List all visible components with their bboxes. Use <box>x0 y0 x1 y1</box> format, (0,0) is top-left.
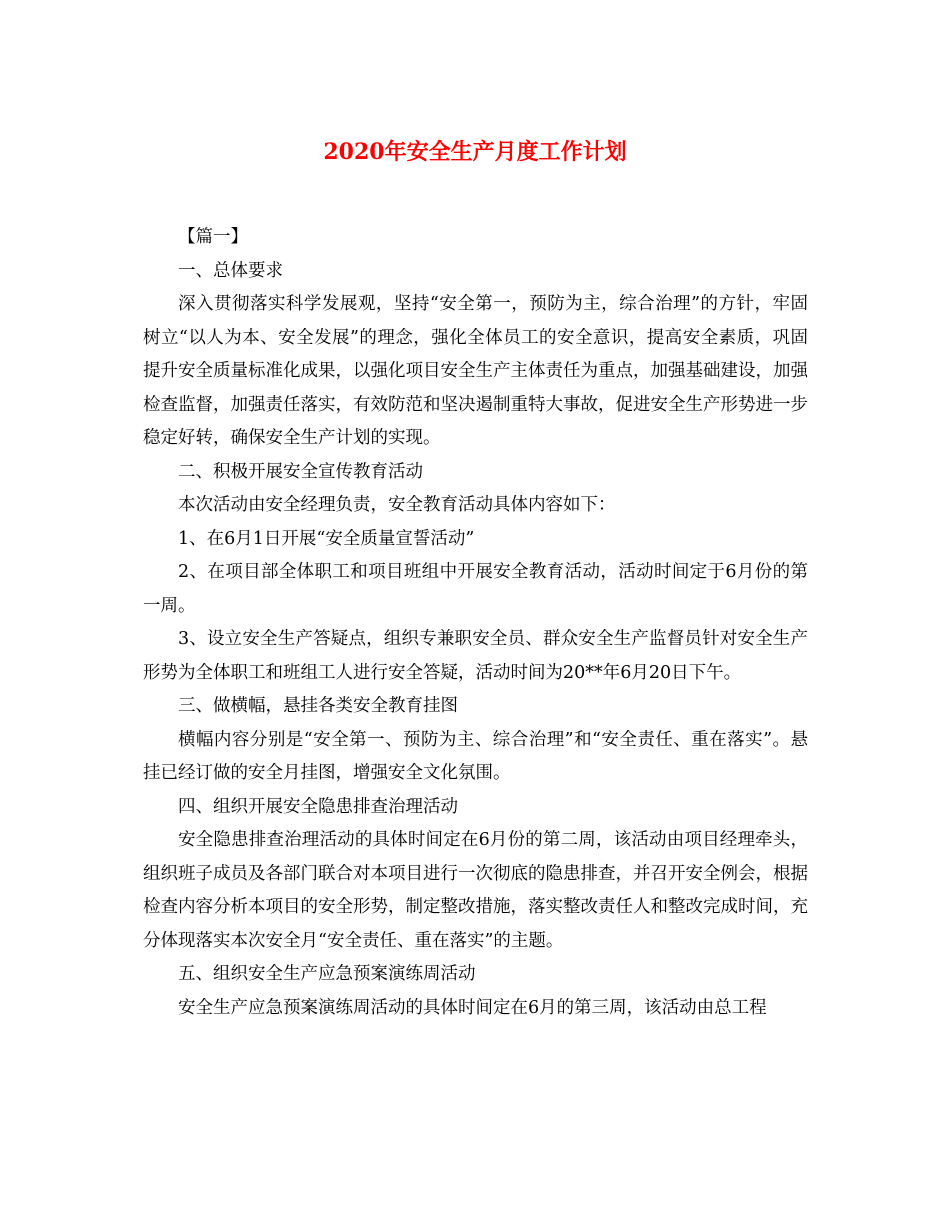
document-body <box>143 221 808 1025</box>
heading-safety-education: 二、积极开展安全宣传教育活动 <box>178 461 423 482</box>
heading-banners: 三、做横幅，悬挂各类安全教育挂图 <box>178 696 458 716</box>
paragraph-banners: 横幅内容分别是“安全第一、预防为主、综合治理”和“安全责任、重在落实”。悬挂已经订做的安全月挂图，增强安全文化氛围。 <box>143 729 808 783</box>
section-label-part-one: 【篇一】 <box>178 227 248 247</box>
list-item-2: 2、在项目部全体职工和项目班组中开展安全教育活动，活动时间定于6月份的第一周。 <box>143 562 808 616</box>
paragraph-general-requirements: 深入贯彻落实科学发展观，坚持“安全第一，预防为主，综合治理”的方针，牢固树立“以人为本、安全发展”的理念，强化全体员工的安全意识，提高安全素质，巩固提升安全质量标准化成果，以强化项目安全生产主体责任为重点，加强基础建设，加强检查监督，加强责任落实，有效防范和坚决遏制重特大事故，促进安全生产形势进一步稳定好转，确保安全生产计划的实现。 <box>143 294 808 448</box>
paragraph-emergency-drill: 安全生产应急预案演练周活动的具体时间定在6月的第三周，该活动由总工程 <box>178 997 767 1018</box>
paragraph-hazard-inspection: 安全隐患排查治理活动的具体时间定在6月份的第二周，该活动由项目经理牵头，组织班子成员及各部门联合对本项目进行一次彻底的隐患排查，并召开安全例会，根据检查内容分析本项目的安全形势，制定整改措施，落实整改责任人和整改完成时间，充分体现落实本次安全月“安全责任、重在落实”的主题。 <box>143 830 808 951</box>
heading-emergency-drill: 五、组织安全生产应急预案演练周活动 <box>178 964 476 984</box>
list-item-3: 3、设立安全生产答疑点，组织专兼职安全员、群众安全生产监督员针对安全生产形势为全体职工和班组工人进行安全答疑，活动时间为20**年6月20日下午。 <box>143 629 808 683</box>
list-item-1: 1、在6月1日开展“安全质量宣誓活动” <box>178 528 475 549</box>
heading-general-requirements: 一、总体要求 <box>178 260 283 281</box>
document-title: 2020年安全生产月度工作计划 <box>323 139 627 165</box>
heading-hazard-inspection: 四、组织开展安全隐患排查治理活动 <box>178 796 458 817</box>
paragraph-education-intro: 本次活动由安全经理负责，安全教育活动具体内容如下： <box>178 495 616 515</box>
